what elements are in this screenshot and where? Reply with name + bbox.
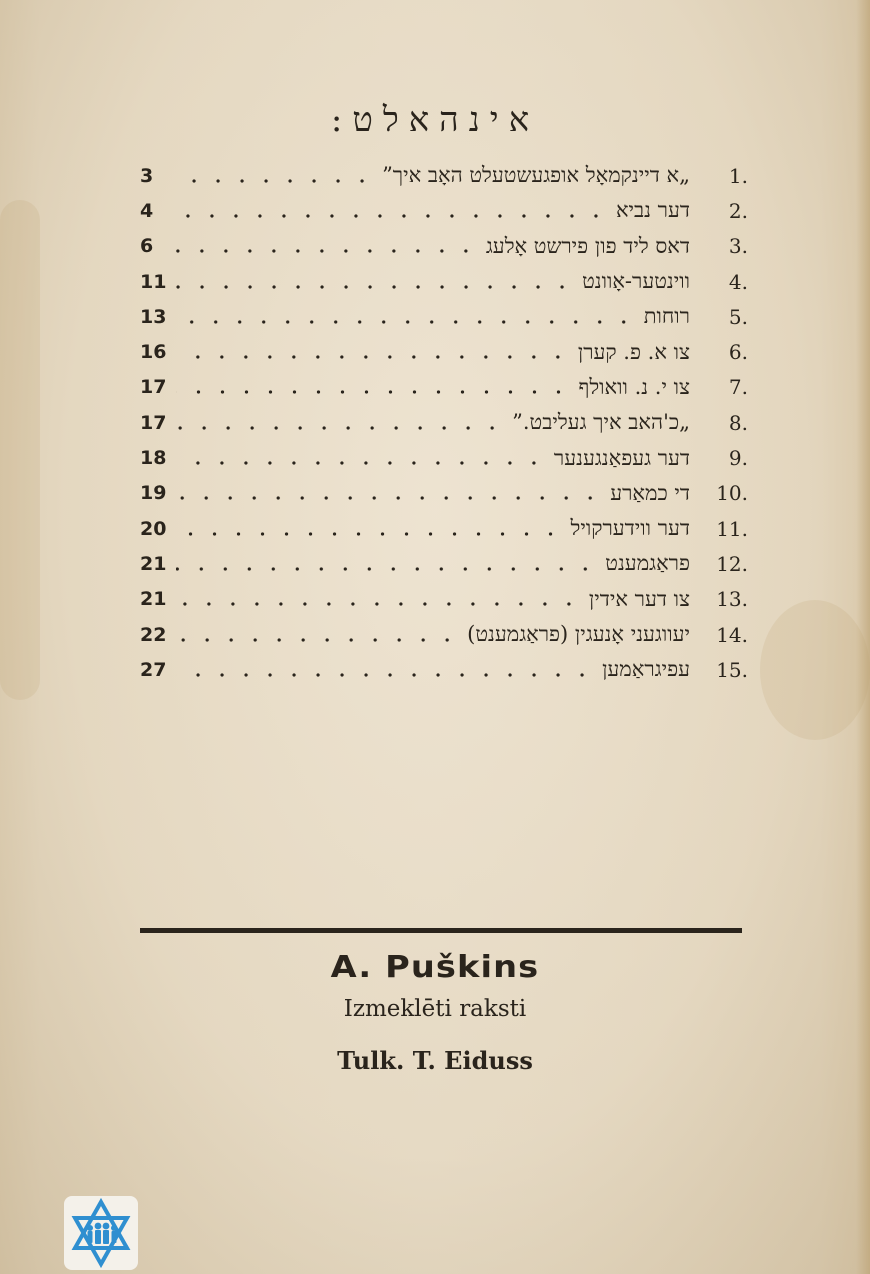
book-subtitle: Izmeklēti raksti xyxy=(343,996,527,1022)
toc-entry-number: 4. xyxy=(728,269,748,294)
toc-entry xyxy=(140,582,748,617)
toc-entry-title: רוחות xyxy=(643,304,690,329)
toc-entry-title: „א דיינקמאָל אופגעשטעלט האָב איך” xyxy=(382,163,690,188)
toc-entry xyxy=(140,511,748,546)
toc-entry-title: צו א. פ. קערן xyxy=(577,339,690,364)
toc-entry-page: 3 xyxy=(140,164,154,187)
toc-entry-number: 1. xyxy=(728,163,748,188)
toc-entry-page: 6 xyxy=(140,235,154,258)
toc-leader-dots xyxy=(176,318,636,326)
toc-entry-title: עפיגראַמען xyxy=(602,657,690,682)
toc-entry xyxy=(140,158,748,193)
toc-entry-number: 9. xyxy=(728,446,748,471)
toc-leader-dots xyxy=(176,600,581,608)
toc-entry-title: דער געפאַנגענער xyxy=(553,445,690,470)
toc-entry-number: 11. xyxy=(716,516,748,541)
toc-leader-dots xyxy=(176,247,478,255)
toc-entry-title: ווינטער-אָוונט xyxy=(582,269,690,294)
toc-leader-dots xyxy=(176,212,608,220)
toc-leader-dots xyxy=(176,177,374,185)
translator-credit: Tulk. T. Eiduss xyxy=(337,1046,533,1075)
toc-entry-title: צו דער אידין xyxy=(588,586,690,611)
toc-entry-number: 3. xyxy=(728,234,748,259)
toc-entry-page: 27 xyxy=(140,658,167,681)
toc-entry-title: „כ'האב איך געליבט.” xyxy=(512,410,690,435)
toc-leader-dots xyxy=(176,530,563,538)
page-title: אינהאלט: xyxy=(330,100,540,140)
toc-entry-title: פראַגמענט xyxy=(605,551,690,576)
toc-leader-dots xyxy=(176,459,546,467)
toc-entry-page: 18 xyxy=(140,447,167,470)
toc-entry xyxy=(140,229,748,264)
toc-leader-dots xyxy=(176,565,597,573)
toc-entry xyxy=(140,546,748,581)
toc-leader-dots xyxy=(176,494,602,502)
author-name: A. Puškins xyxy=(330,950,540,985)
toc-entry-page: 13 xyxy=(140,305,167,328)
toc-entry-number: 2. xyxy=(728,198,748,223)
toc-entry-number: 15. xyxy=(716,657,748,682)
toc-entry-number: 12. xyxy=(716,551,748,576)
toc-entry-title: דאס ליד פון פירשט אָלעג xyxy=(485,233,690,258)
toc-entry-number: 7. xyxy=(728,375,748,400)
toc-entry-page: 20 xyxy=(140,517,167,540)
toc-leader-dots xyxy=(176,388,570,396)
toc-entry xyxy=(140,264,748,299)
toc-entry-number: 8. xyxy=(728,410,748,435)
toc-leader-dots xyxy=(176,353,570,361)
toc-leader-dots xyxy=(176,283,574,291)
toc-entry-page: 21 xyxy=(140,552,167,575)
toc-entry-title: דער ווידערקויל xyxy=(570,516,690,541)
toc-entry xyxy=(140,617,748,652)
divider-rule xyxy=(140,928,742,933)
toc-entry xyxy=(140,476,748,511)
toc-entry-page: 22 xyxy=(140,623,167,646)
toc-entry-number: 14. xyxy=(716,622,748,647)
toc-entry xyxy=(140,440,748,475)
paper-stain xyxy=(0,200,40,700)
paper-stain xyxy=(760,600,870,740)
toc-entry-title: יעווגעני אָנעגין (פראַגמענט) xyxy=(467,622,690,646)
toc-entry-page: 11 xyxy=(140,270,167,293)
toc-entry-page: 17 xyxy=(140,376,167,399)
star-of-david-family-icon xyxy=(64,1196,138,1270)
toc-entry-number: 13. xyxy=(716,587,748,612)
toc-entry xyxy=(140,405,748,440)
toc-entry-title: דער נביא xyxy=(615,198,690,223)
toc-entry-page: 21 xyxy=(140,588,167,611)
toc-entry-page: 17 xyxy=(140,411,167,434)
toc-entry-title: צו י. נ. וואולף xyxy=(578,374,690,399)
toc-entry xyxy=(140,193,748,228)
toc-entry-number: 10. xyxy=(716,481,748,506)
toc-entry xyxy=(140,652,748,687)
toc-entry xyxy=(140,334,748,369)
toc-entry xyxy=(140,299,748,334)
toc-leader-dots xyxy=(176,671,594,679)
toc-leader-dots xyxy=(176,424,504,432)
toc-entry xyxy=(140,370,748,405)
toc-entry-page: 16 xyxy=(140,341,167,364)
toc-entry-page: 4 xyxy=(140,199,154,222)
toc-entry-title: די כמאַרע xyxy=(610,480,690,505)
toc-entry-page: 19 xyxy=(140,482,167,505)
toc-entry-number: 5. xyxy=(728,304,748,329)
toc-entry-number: 6. xyxy=(728,340,748,365)
table-of-contents xyxy=(140,158,748,687)
toc-leader-dots xyxy=(176,636,459,644)
